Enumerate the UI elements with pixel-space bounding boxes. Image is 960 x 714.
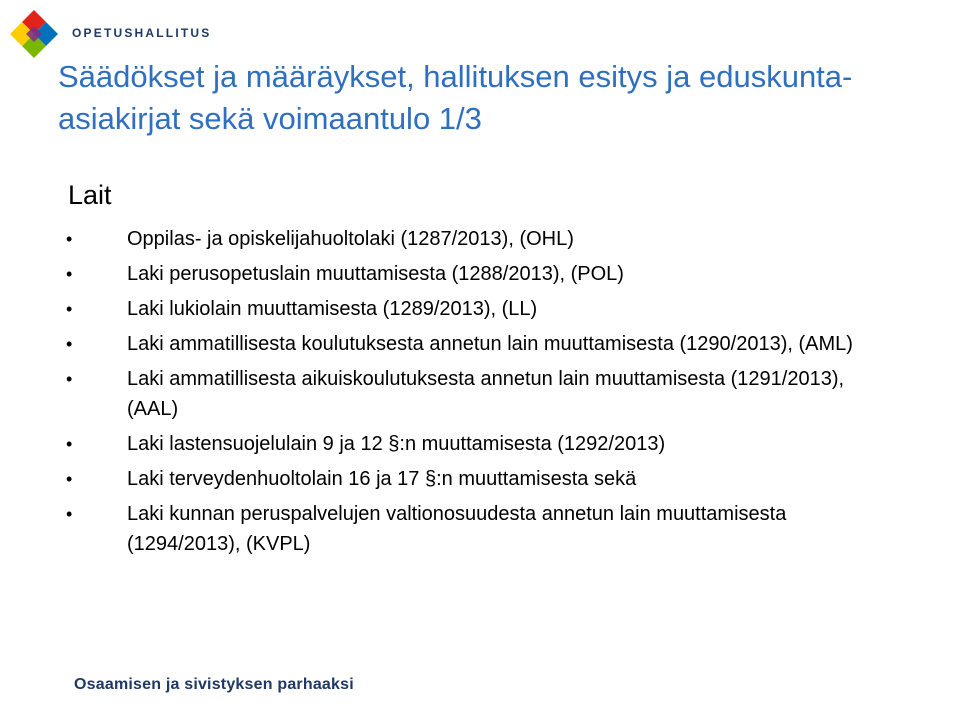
list-item-text: Laki ammatillisesta aikuiskoulutuksesta annetun lain muuttamisesta (1291/2013), (AAL) [127, 368, 845, 420]
list-item-text: Laki lukiolain muuttamisesta (1289/2013), (LL) [127, 298, 538, 320]
logo-text: OPETUSHALLITUS [72, 26, 212, 40]
bullet-list [0, 224, 900, 564]
slide-title: Säädökset ja määräykset, hallituksen esitys ja eduskunta-asiakirjat sekä voimaantulo 1/3 [58, 59, 853, 136]
opetushallitus-logo-icon [8, 8, 60, 60]
bullet-dot: • [66, 469, 73, 489]
list-item-text: Laki lastensuojelulain 9 ja 12 §:n muuttamisesta (1292/2013) [127, 433, 666, 455]
list-item [0, 259, 900, 289]
footer-slogan: Osaamisen ja sivistyksen parhaaksi [74, 676, 354, 693]
list-item [0, 429, 900, 459]
list-item-text: Laki ammatillisesta koulutuksesta annetun lain muuttamisesta (1290/2013), (AML) [127, 333, 853, 355]
bullet-dot: • [66, 264, 73, 284]
section-heading: Lait [68, 180, 112, 210]
bullet-dot: • [66, 369, 73, 389]
list-item [0, 464, 900, 494]
list-item [0, 499, 900, 559]
list-item-text: Laki perusopetuslain muuttamisesta (1288/2013), (POL) [127, 263, 624, 285]
bullet-dot: • [66, 504, 73, 524]
list-item [0, 294, 900, 324]
bullet-dot: • [66, 299, 73, 319]
list-item-text: Laki terveydenhuoltolain 16 ja 17 §:n muuttamisesta sekä [127, 468, 637, 490]
list-item [0, 364, 900, 424]
bullet-dot: • [66, 434, 73, 454]
bullet-dot: • [66, 334, 73, 354]
bullet-dot: • [66, 229, 73, 249]
list-item-text: Oppilas- ja opiskelijahuoltolaki (1287/2013), (OHL) [127, 228, 574, 250]
list-item-text: Laki kunnan peruspalvelujen valtionosuudesta annetun lain muuttamisesta (1294/2013), (KVPL) [127, 503, 787, 555]
list-item [0, 224, 900, 254]
list-item [0, 329, 900, 359]
